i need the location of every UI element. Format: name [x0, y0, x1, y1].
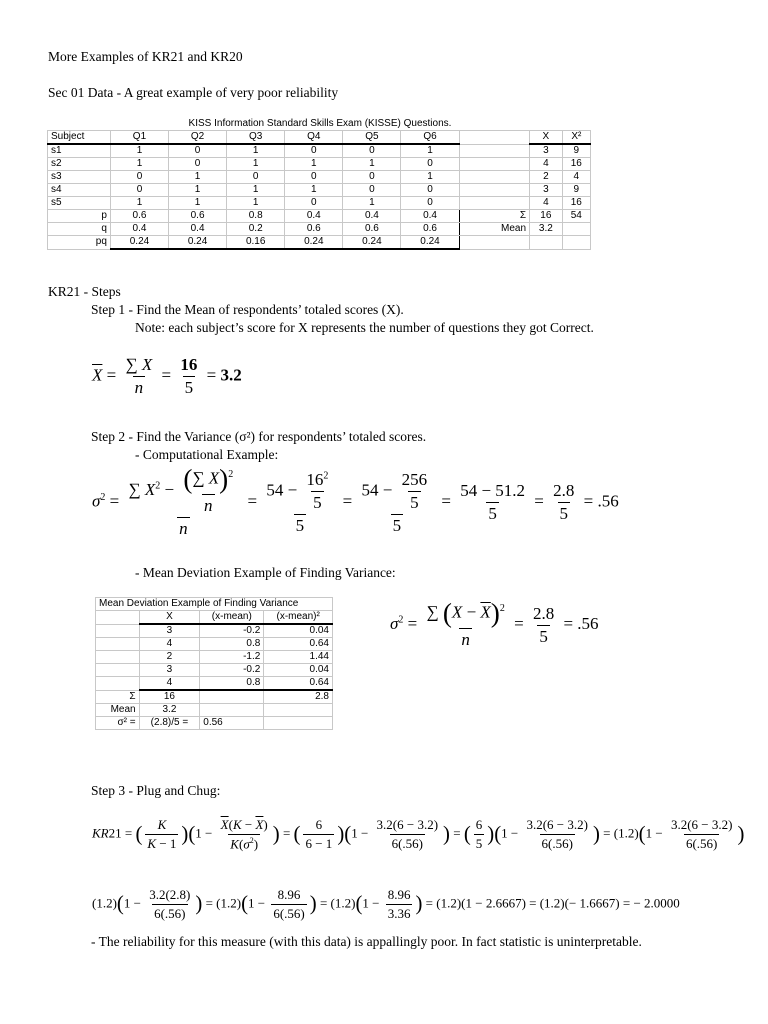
table-row: 2 -1.2 1.44 — [96, 651, 333, 664]
table-row: 4 0.8 0.64 — [96, 638, 333, 651]
mean-deviation-table — [95, 597, 333, 730]
kr21-formula-line2: (1.2)(1 − $\frac{3.2(2.8)}{6(.56)}$ ) = (1.2)(1 − $\frac{8.96}{6(.56)}$ ) = (1.2)(1 − $\frac{8.96}{3.36}$ ) = (1.2)(1 − 2.6667) = (1.2)(− 1.6667) = − 2.0000 — [92, 887, 680, 921]
step1-note: Note: each subject’s score for X represents the number of questions they got Correct. — [135, 320, 594, 335]
mean-deviation-caption: Mean Deviation Example of Finding Variance — [96, 598, 333, 611]
mean-dev-heading: - Mean Deviation Example of Finding Variance: — [135, 565, 396, 580]
table-row: 3 -0.2 0.04 — [96, 664, 333, 677]
page-title: More Examples of KR21 and KR20 — [48, 49, 243, 64]
table-row: s1 1 0 1 0 0 1 3 9 — [48, 144, 591, 158]
table-row: q 0.4 0.4 0.2 0.6 0.6 0.6 Mean 3.2 — [48, 223, 591, 236]
table-row: Σ 16 2.8 — [96, 690, 333, 704]
table-header-row: Subject Q1 Q2 Q3 Q4 Q5 Q6 X X² — [48, 131, 591, 145]
variance-formula: $\sigma^2$ = ∑ $X^2$ − $\frac{(\sum X)^2}{n}$ n = 54 − $\frac{16^2}{5}$ 5 = 54 − $\frac{256}{5}$ 5 = $\frac{54 - 51.2}{5}$ = $\frac{2.8}{5}$ = .56 — [92, 464, 619, 539]
kisse-table-caption: KISS Information Standard Skills Exam (KISSE) Questions. — [188, 118, 452, 129]
step2-sub: - Computational Example: — [135, 447, 279, 462]
table-row: σ² = (2.8)/5 = 0.56 — [96, 717, 333, 730]
kisse-table — [47, 118, 591, 250]
table-row: s4 0 1 1 1 0 0 3 9 — [48, 184, 591, 197]
kr21-formula-line1: KR21 = ( $\frac{K}{K - 1}$ )(1 − $\frac{\overline{X}(K - \overline{X})}{K(\sigma^2)}$ ) = ( $\frac{6}{6 - 1}$ )(1 − $\frac{3.2(6 - 3.2)}{6(.56)}$ ) = ( $\frac{6}{5}$ )(1 − $\frac{3.2(6 - 3.2)}{6(.56)}$ ) = (1.2)(1 − $\frac{3.2(6 - 3.2)}{6(.56)}$ ) — [92, 817, 745, 852]
table-row: p 0.6 0.6 0.8 0.4 0.4 0.4 Σ 16 54 — [48, 210, 591, 223]
section-title: Sec 01 Data - A great example of very poor reliability — [48, 85, 339, 100]
kr21-heading: KR21 - Steps — [48, 284, 121, 299]
mean-deviation-formula: $\sigma^2$ = $\frac{\sum (X - \overline{X})^2}{n}$ = $\frac{2.8}{5}$ = .56 — [390, 598, 599, 650]
step2-text: Step 2 - Find the Variance (σ²) for respondents’ totaled scores. — [91, 429, 427, 444]
table-row: Mean 3.2 — [96, 704, 333, 717]
table-row: 3 -0.2 0.04 — [96, 624, 333, 638]
conclusion-text: - The reliability for this measure (with this data) is appallingly poor. In fact statistic is uninterpretable. — [91, 934, 642, 949]
step3-text: Step 3 - Plug and Chug: — [91, 783, 221, 798]
mean-formula: $\overline{X}$ = $\frac{\sum X}{n}$ = $\frac{16}{5}$ = 3.2 — [92, 355, 242, 397]
table-row: pq 0.24 0.24 0.16 0.24 0.24 0.24 — [48, 236, 591, 250]
table-row: 4 0.8 0.64 — [96, 677, 333, 691]
step1-text: Step 1 - Find the Mean of respondents’ totaled scores (X). — [91, 302, 404, 317]
table-header-row: X (x-mean) (x-mean)² — [96, 611, 333, 625]
table-row: s3 0 1 0 0 0 1 2 4 — [48, 171, 591, 184]
table-row: s2 1 0 1 1 1 0 4 16 — [48, 158, 591, 171]
table-row: s5 1 1 1 0 1 0 4 16 — [48, 197, 591, 210]
